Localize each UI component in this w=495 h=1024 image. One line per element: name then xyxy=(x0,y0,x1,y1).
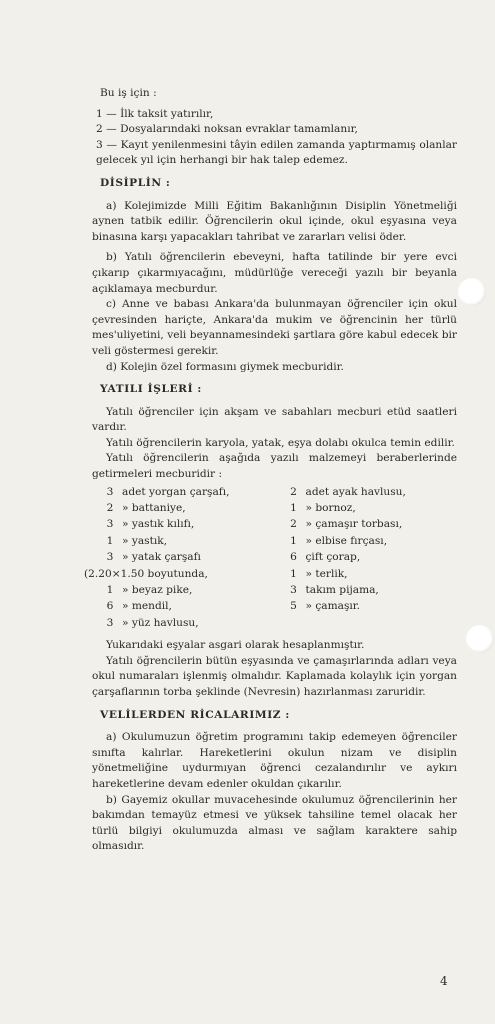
boarding-paragraph: Yatılı öğrenciler için akşam ve sabahları mecburi etüd saatleri vardır. xyxy=(92,405,457,434)
supply-list xyxy=(84,485,457,633)
page-content xyxy=(84,86,457,855)
boarding-paragraph: Yatılı öğrencilerin karyola, yatak, eşya dolabı okulca temin edilir. xyxy=(106,436,455,449)
supply-item: 3 takım pijama, xyxy=(290,584,379,596)
requests-paragraph: b) Gayemiz okullar muvacehesinde okulumuz öğrencilerinin her bakımdan temayüz etmesi ve yüksek tahsiline temel olacak her türlü bilgiyi okulumuzda alması ve sağlam karaktere sahip olmasıdır. xyxy=(92,793,457,853)
supply-column-right xyxy=(274,485,458,633)
page-number: 4 xyxy=(440,974,448,988)
supply-column-left xyxy=(84,485,274,633)
supply-item: 2 adet ayak havlusu, xyxy=(290,485,406,498)
discipline-paragraph: d) Kolejin özel formasını giymek mecburidir. xyxy=(106,360,344,373)
intro-lead: Bu iş için : xyxy=(100,87,157,99)
supply-item: 1 » beyaz pike, xyxy=(106,584,193,596)
discipline-heading: DİSİPLİN : xyxy=(100,176,171,189)
supply-item: 1 » terlik, xyxy=(290,567,348,580)
supply-item: 1 » elbise fırçası, xyxy=(290,534,388,547)
supply-item: 3 adet yorgan çarşafı, xyxy=(106,485,230,498)
boarding-note: Yatılı öğrencilerin bütün eşyasında ve çamaşırlarında adları veya okul numaraları işlenmiş olmalıdır. Kaplamada kolaylık için yorgan çarşaflarının torba şeklinde (Nevresin) hazırlanması zaruridir. xyxy=(92,654,457,698)
requests-paragraph: a) Okulumuzun öğretim programını takip edemeyen öğrenciler sınıfta kalırlar. Hareketlerini okulun nizam ve disiplin yönetmeliğine uydurmıyan öğrenci cezalandırılır ve aykırı hareketlerine devam edenler okuldan çıkarılır. xyxy=(92,731,457,790)
boarding-note: Yukarıdaki eşyalar asgari olarak hesaplanmıştır. xyxy=(106,639,365,652)
discipline-paragraph: c) Anne ve babası Ankara'da bulunmayan öğrenciler için okul çevresinden hariçte, Ankara'da mukim ve öğrencinin her türlü mes'uliyetini, veli beyannamesindeki şartlara göre kabul edecek bir veli göstermesi gerekir. xyxy=(92,298,457,357)
supply-item: 2 » battaniye, xyxy=(106,502,186,515)
supply-item: 1 » bornoz, xyxy=(290,502,356,515)
supply-item: 3 » yastık kılıfı, xyxy=(106,518,195,531)
supply-item: (2.20×1.50 boyutunda, xyxy=(84,567,208,580)
intro-item: 1 — İlk taksit yatırılır, xyxy=(96,107,214,120)
supply-item: 1 » yastık, xyxy=(106,534,168,547)
supply-item: 6 çift çorap, xyxy=(290,551,361,564)
requests-heading: VELİLERDEN RİCALARIMIZ : xyxy=(100,708,290,721)
boarding-heading: YATILI İŞLERİ : xyxy=(100,383,202,396)
supply-item: 3 » yatak çarşafı xyxy=(106,551,201,564)
discipline-paragraph: b) Yatılı öğrencilerin ebeveyni, hafta tatilinde bir yere evci çıkarıp çıkarmıyacağını, müdürlüğe vereceği yazılı bir beyanla açıklamaya mecburdur. xyxy=(92,251,457,295)
binder-hole-bottom xyxy=(466,625,494,653)
supply-item: 2 » çamaşır torbası, xyxy=(290,518,403,531)
supply-item: 3 » yüz havlusu, xyxy=(106,616,199,629)
intro-item: 3 — Kayıt yenilenmesini tâyin edilen zamanda yaptırmamış olanlar gelecek yıl için herhangi bir hak talep edemez. xyxy=(96,138,457,167)
supply-item: 5 » çamaşır. xyxy=(290,600,361,613)
binder-hole-top xyxy=(458,278,486,306)
boarding-paragraph: Yatılı öğrencilerin aşağıda yazılı malzemeyi beraberlerinde getirmeleri mecburidir : xyxy=(92,452,457,481)
supply-item: 6 » mendil, xyxy=(106,600,172,613)
intro-item: 2 — Dosyalarındaki noksan evraklar tamamlanır, xyxy=(96,123,358,136)
discipline-paragraph: a) Kolejimizde Milli Eğitim Bakanlığının Disiplin Yönetmeliği aynen tatbik edilir. Öğrencilerin okul içinde, okul eşyasına veya binasına karşı yapacakları tahribat ve zararları velisi öder. xyxy=(92,199,457,243)
